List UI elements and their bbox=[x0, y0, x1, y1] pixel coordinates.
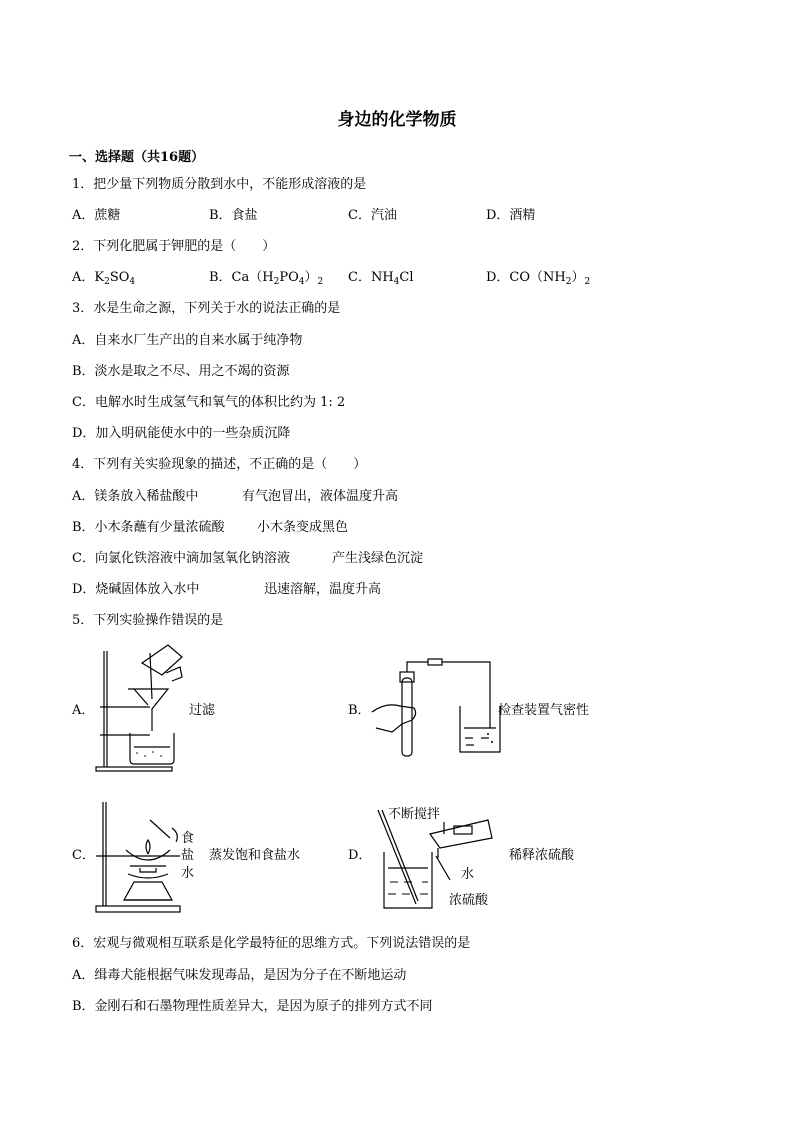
q4-option-d-label: D．烧碱固体放入水中 bbox=[72, 582, 200, 597]
q4-option-c-label: C．向氯化铁溶液中滴加氢氧化钠溶液 bbox=[72, 551, 290, 566]
filtration-diagram bbox=[90, 643, 200, 773]
q5-option-d-letter: D． bbox=[348, 848, 372, 863]
question-3-stem: 3．水是生命之源，下列关于水的说法正确的是 bbox=[72, 301, 341, 316]
q5-option-a-caption: 过滤 bbox=[189, 703, 216, 718]
q6-option-b: B．金刚石和石墨物理性质差异大，是因为原子的排列方式不同 bbox=[72, 999, 433, 1014]
q3-option-b: B．淡水是取之不尽、用之不竭的资源 bbox=[72, 364, 290, 379]
page-title: 身边的化学物质 bbox=[337, 110, 457, 130]
question-1-stem: 1．把少量下列物质分散到水中，不能形成溶液的是 bbox=[72, 177, 367, 192]
q5-option-d-caption: 稀释浓硫酸 bbox=[509, 848, 575, 863]
question-4-stem: 4．下列有关实验现象的描述，不正确的是（ ） bbox=[72, 457, 367, 472]
question-5-stem: 5．下列实验操作错误的是 bbox=[72, 613, 224, 628]
question-6-stem: 6．宏观与微观相互联系是化学最特征的思维方式。下列说法错误的是 bbox=[72, 936, 471, 951]
q4-option-b-result: 小木条变成黑色 bbox=[257, 520, 349, 535]
label-shi: 食 bbox=[181, 831, 195, 846]
q2-option-b: B．$Ca(H_2PO_4)_2$ bbox=[209, 270, 324, 287]
q1-option-a: A．蔗糖 bbox=[72, 208, 121, 223]
label-water: 水 bbox=[461, 867, 475, 882]
q1-option-c: C．汽油 bbox=[348, 208, 397, 223]
q1-option-d: D．酒精 bbox=[486, 208, 536, 223]
q6-option-a: A．缉毒犬能根据气味发现毒品，是因为分子在不断地运动 bbox=[72, 968, 407, 983]
q5-option-a-letter: A． bbox=[72, 703, 95, 718]
label-yan: 盐 bbox=[181, 848, 195, 863]
question-2-stem: 2．下列化肥属于钾肥的是（ ） bbox=[72, 239, 276, 254]
q4-option-c-result: 产生浅绿色沉淀 bbox=[332, 551, 424, 566]
q1-option-b: B．食盐 bbox=[209, 208, 258, 223]
q3-option-a: A．自来水厂生产出的自来水属于纯净物 bbox=[72, 333, 303, 348]
q5-option-b-caption: 检查装置气密性 bbox=[498, 703, 590, 718]
section-heading: 一、选择题（共16题） bbox=[69, 150, 205, 165]
q2-option-c: C．$NH_4Cl$ bbox=[348, 270, 414, 287]
q3-option-c: C．电解水时生成氢气和氧气的体积比约为 1: 2 bbox=[72, 395, 346, 410]
q5-option-c-letter: C． bbox=[72, 848, 95, 863]
label-conc-acid: 浓硫酸 bbox=[449, 893, 489, 908]
label-shui: 水 bbox=[181, 866, 195, 881]
airtightness-diagram bbox=[368, 658, 503, 758]
q5-option-b-letter: B． bbox=[348, 703, 371, 718]
q4-option-a-label: A．镁条放入稀盐酸中 bbox=[72, 489, 199, 504]
q4-option-a-result: 有气泡冒出，液体温度升高 bbox=[242, 489, 399, 504]
label-stir: 不断搅拌 bbox=[388, 807, 441, 822]
q5-option-c-caption: 蒸发饱和食盐水 bbox=[209, 848, 301, 863]
q2-option-a: A．$K_2SO_4$ bbox=[72, 270, 136, 287]
q4-option-b-label: B．小木条蘸有少量浓硫酸 bbox=[72, 520, 225, 535]
q4-option-d-result: 迅速溶解，温度升高 bbox=[264, 582, 382, 597]
q3-option-d: D．加入明矾能使水中的一些杂质沉降 bbox=[72, 426, 291, 441]
q2-option-d: D．$CO(NH_2)_2$ bbox=[486, 270, 591, 287]
